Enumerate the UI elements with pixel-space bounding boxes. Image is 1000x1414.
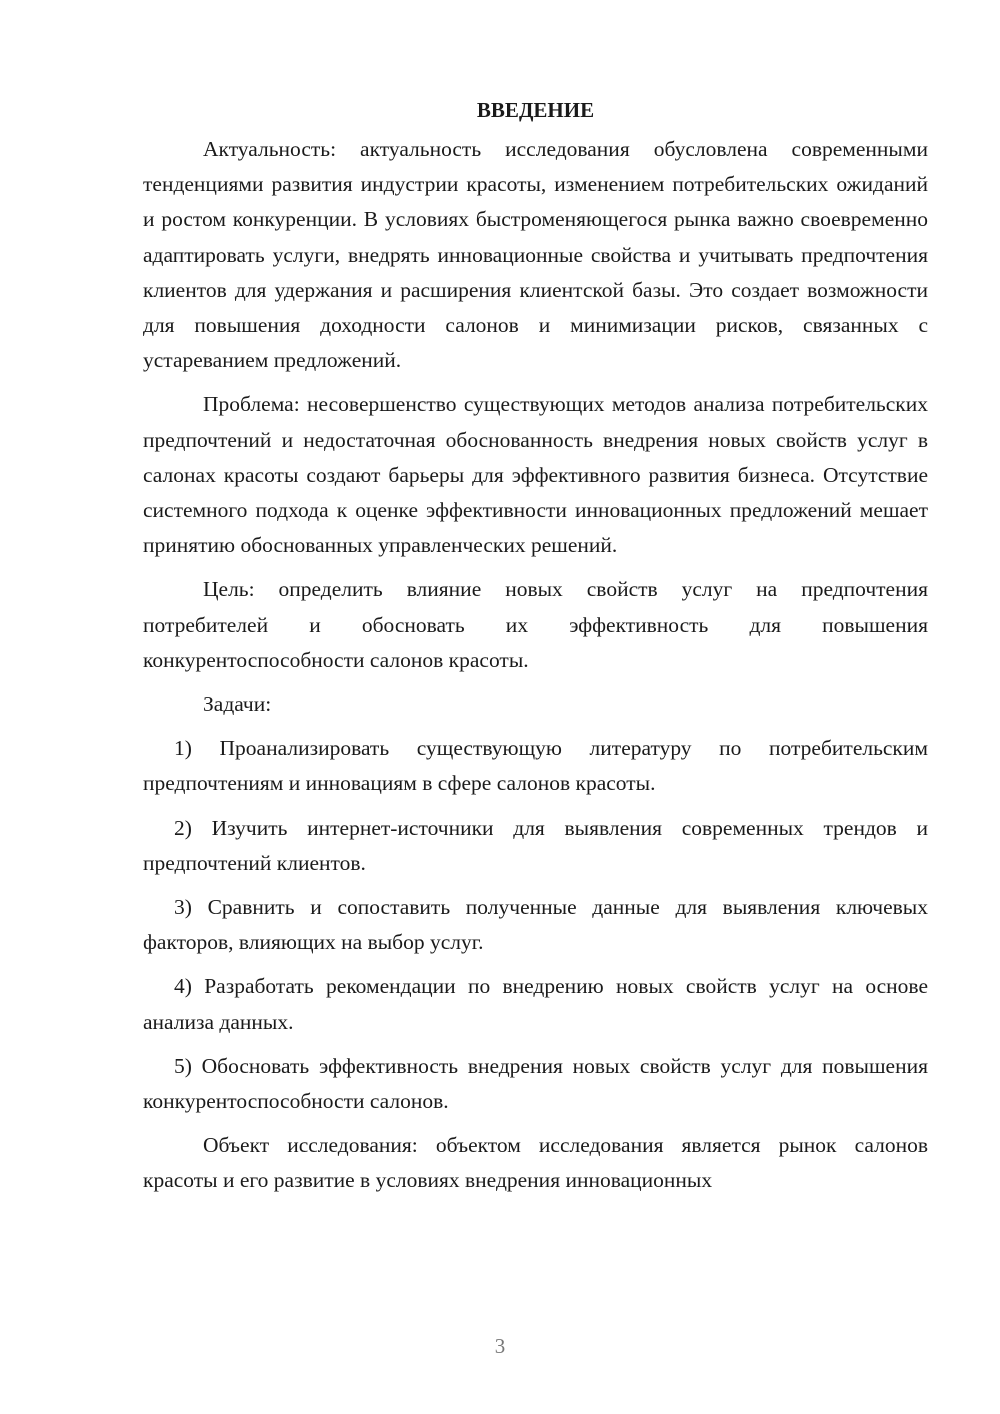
tasks-heading: Задачи: — [203, 692, 272, 717]
paragraph-object: Объект исследования: объектом исследования является рынок салонов красоты и его развитие в условиях внедрения инновационных — [143, 1133, 928, 1193]
document-page — [143, 93, 928, 1199]
page-number: 3 — [494, 1334, 506, 1358]
page-title: ВВЕДЕНИЕ — [476, 98, 595, 122]
task-item-3: 3) Сравнить и сопоставить полученные данные для выявления ключевых факторов, влияющих на выбор услуг. — [143, 895, 928, 955]
paragraph-relevance: Актуальность: актуальность исследования обусловлена современными тенденциями развития индустрии красоты, изменением потребительских ожиданий и ростом конкуренции. В условиях быстроменяющегося рынка важно своевременно адаптировать услуги, внедрять инновационные свойства и учитывать предпочтения клиентов для удержания и расширения клиентской базы. Это создает возможности для повышения доходности салонов и минимизации рисков, связанных с устареванием предложений. — [143, 137, 928, 373]
task-item-5: 5) Обосновать эффективность внедрения новых свойств услуг для повышения конкурентоспособности салонов. — [143, 1053, 928, 1114]
paragraph-goal: Цель: определить влияние новых свойств услуг на предпочтения потребителей и обосновать их эффективность для повышения конкурентоспособности салонов красоты. — [143, 577, 928, 672]
task-item-1: 1) Проанализировать существующую литературу по потребительским предпочтениям и инновациям в сфере салонов красоты. — [143, 736, 928, 796]
task-item-2: 2) Изучить интернет-источники для выявления современных трендов и предпочтений клиентов. — [143, 815, 928, 875]
task-item-4: 4) Разработать рекомендации по внедрению новых свойств услуг на основе анализа данных. — [143, 974, 928, 1034]
paragraph-problem: Проблема: несовершенство существующих методов анализа потребительских предпочтений и недостаточная обоснованность внедрения новых свойств услуг в салонах красоты создают барьеры для эффективного развития бизнеса. Отсутствие системного подхода к оценке эффективности инновационных предложений мешает принятию обоснованных управленческих решений. — [143, 392, 928, 558]
